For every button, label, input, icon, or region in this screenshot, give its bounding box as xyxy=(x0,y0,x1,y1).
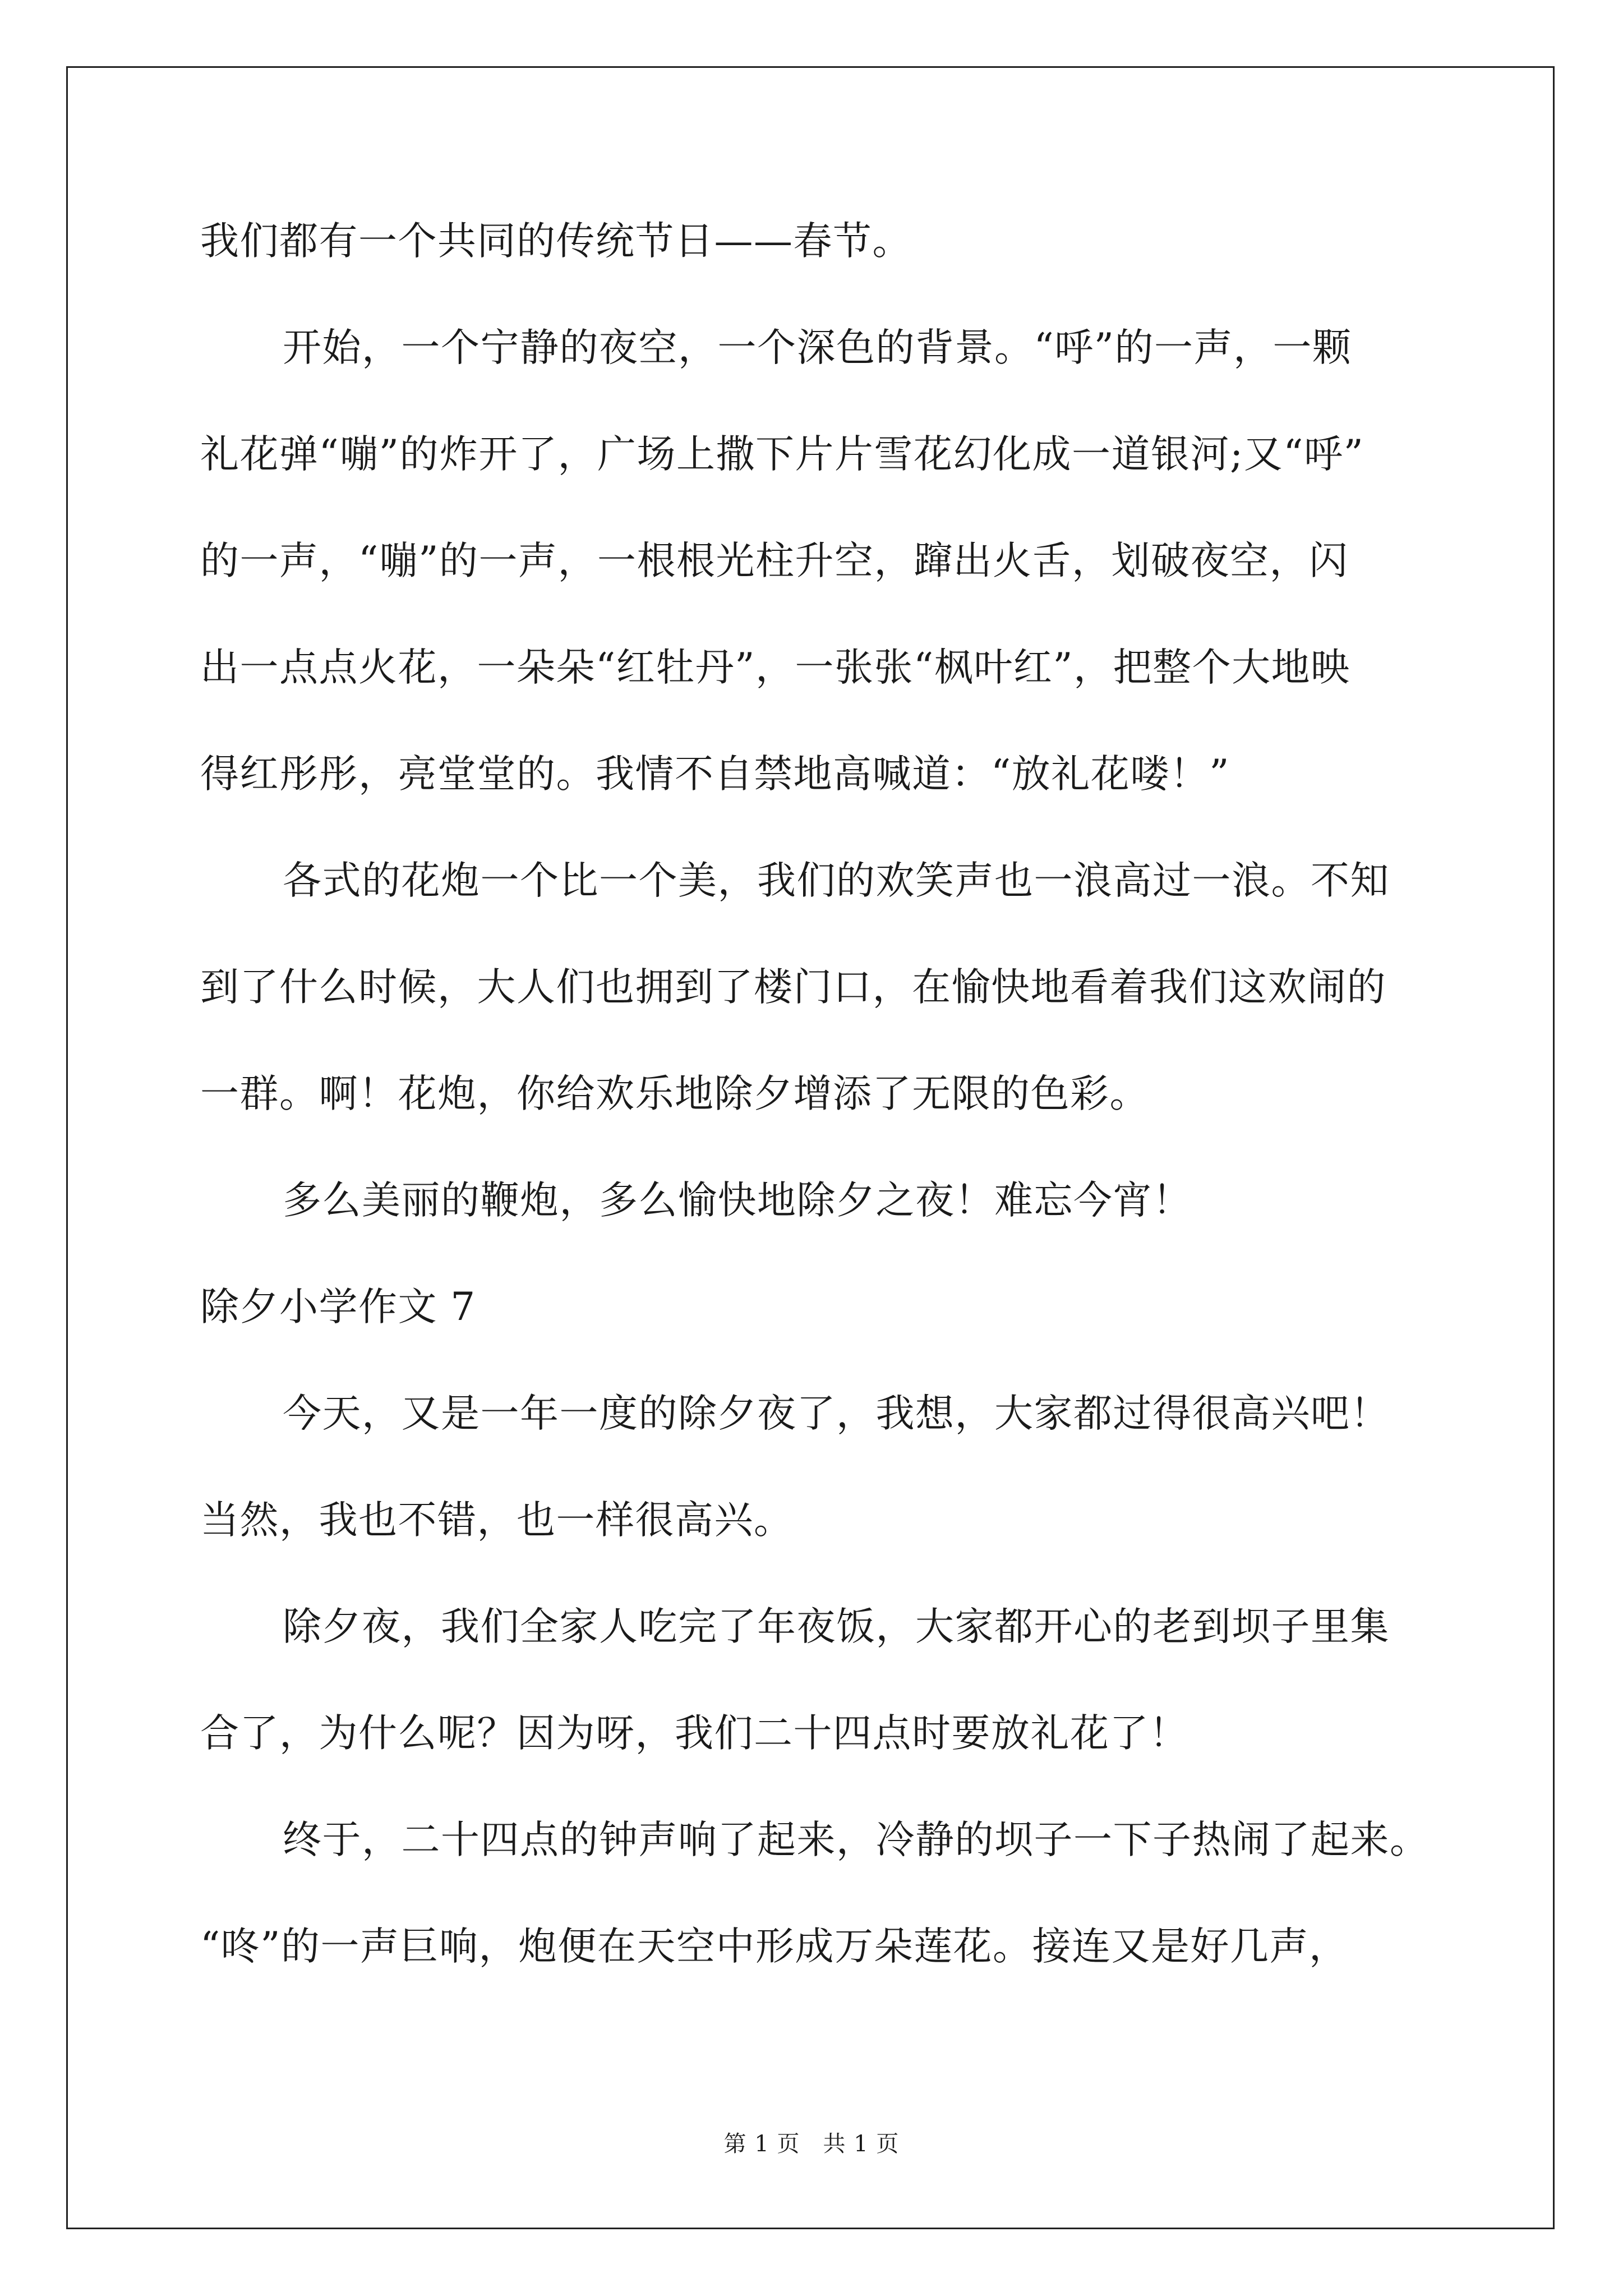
text-line: 终于，二十四点的钟声响了起来，冷静的坝子一下子热闹了起来。 xyxy=(283,1818,1430,1862)
text-line: 开始，一个宁静的夜空，一个深色的背景。“呼”的一声，一颗 xyxy=(283,325,1352,370)
text-line: 出一点点火花，一朵朵“红牡丹”，一张张“枫叶红”，把整个大地映 xyxy=(200,645,1350,690)
text-line: 合了，为什么呢？因为呀，我们二十四点时要放礼花了！ xyxy=(200,1711,1189,1756)
text-line: 一群。啊！花炮，你给欢乐地除夕增添了无限的色彩。 xyxy=(200,1071,1149,1116)
text-line: “咚”的一声巨响，炮便在天空中形成万朵莲花。接连又是好几声， xyxy=(200,1924,1349,1969)
text-line: 的一声，“嘣”的一声，一根根光柱升空，蹿出火舌，划破夜空，闪 xyxy=(200,539,1349,583)
text-line: 多么美丽的鞭炮，多么愉快地除夕之夜！难忘今宵！ xyxy=(283,1178,1192,1223)
text-line: 礼花弹“嘣”的炸开了，广场上撒下片片雪花幻化成一道银河;又“呼” xyxy=(200,432,1364,477)
text-line: 除夕夜，我们全家人吃完了年夜饭，大家都开心的老到坝子里集 xyxy=(283,1604,1390,1649)
text-line: 我们都有一个共同的传统节日——春节。 xyxy=(200,219,912,264)
text-line: 各式的花炮一个比一个美，我们的欢笑声也一浪高过一浪。不知 xyxy=(283,858,1390,903)
page-border xyxy=(66,66,1555,2229)
text-line: 得红彤彤，亮堂堂的。我情不自禁地高喊道：“放礼花喽！” xyxy=(200,752,1230,797)
section-heading: 除夕小学作文 7 xyxy=(200,1285,476,1329)
text-line: 今天，又是一年一度的除夕夜了，我想，大家都过得很高兴吧！ xyxy=(283,1391,1390,1436)
text-line: 当然，我也不错，也一样很高兴。 xyxy=(200,1498,794,1543)
text-line: 到了什么时候，大人们也拥到了楼门口，在愉快地看着我们这欢闹的 xyxy=(200,965,1386,1010)
page-footer: 第 1 页 共 1 页 xyxy=(723,2131,900,2157)
